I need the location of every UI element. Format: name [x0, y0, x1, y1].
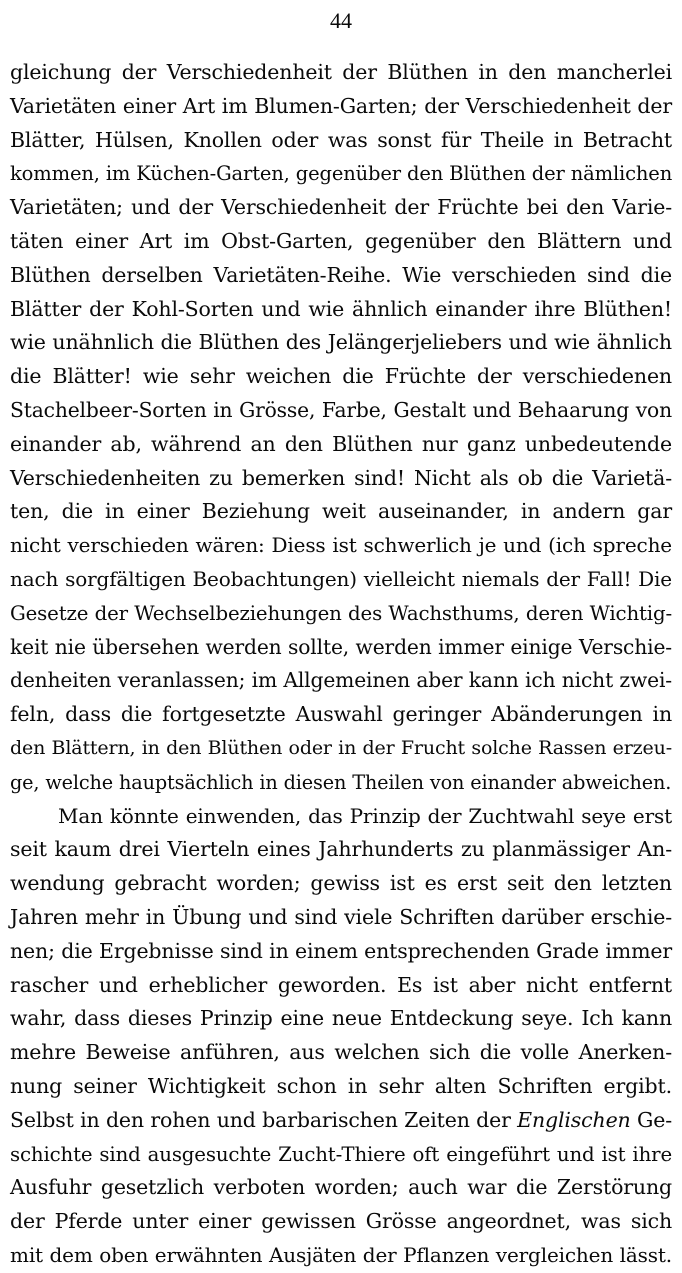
emphasis-word: Englischen — [517, 1107, 631, 1132]
text-line: kommen, im Küchen-Garten, gegenüber den Blüthen der nämlichen — [10, 162, 673, 186]
text-line: einander ab, während an den Blüthen nur ganz unbedeutende — [10, 431, 672, 456]
text-line: Varietäten einer Art im Blumen-Garten; der Verschiedenheit der — [10, 93, 672, 118]
text-line: nen; die Ergebnisse sind in einem entsprechenden Grade immer — [10, 938, 672, 963]
text-line: Gesetze der Wechselbeziehungen des Wachsthums, deren Wichtig- — [10, 601, 672, 625]
text-line: Jahren mehr in Übung und sind viele Schriften darüber erschie- — [10, 904, 672, 929]
text-line: mehre Beweise anführen, aus welchen sich die volle Anerken- — [10, 1040, 672, 1065]
text-line: gleichung der Verschiedenheit der Blüthen in den mancherlei — [10, 60, 672, 84]
text-line: Varietäten; und der Verschiedenheit der Früchte bei den Varie- — [10, 195, 672, 220]
page-number: 44 — [330, 8, 352, 33]
text-line: die Blätter! wie sehr weichen die Früchte der verschiedenen — [10, 364, 672, 389]
text-line: den Blättern, in den Blüthen oder in der Frucht solche Rassen erzeu- — [10, 736, 672, 759]
text-line: täten einer Art im Obst-Garten, gegenüber den Blättern und — [10, 228, 672, 253]
text-line-with-emphasis — [10, 1104, 672, 1138]
text-line: der Pferde unter einer gewissen Grösse angeordnet, was sich — [10, 1209, 672, 1234]
text-line: feln, dass die fortgesetzte Auswahl geringer Abänderungen in — [10, 702, 672, 727]
text-line: seit kaum drei Vierteln eines Jahrhunderts zu planmässiger An- — [10, 837, 672, 862]
text-line: Blätter, Hülsen, Knollen oder was sonst für Theile in Betracht — [10, 127, 672, 152]
text-line: nung seiner Wichtigkeit schon in sehr alten Schriften ergibt. — [10, 1073, 672, 1098]
text-line: schichte sind ausgesuchte Zucht-Thiere oft eingeführt und ist ihre — [10, 1142, 672, 1166]
paragraph-end-line: ge, welche hauptsächlich in diesen Theilen von einander abweichen. — [10, 770, 672, 794]
page-body — [10, 56, 672, 1273]
text-line: Blätter der Kohl-Sorten und wie ähnlich einander ihre Blüthen! — [10, 296, 672, 321]
text-line: mit dem oben erwähnten Ausjäten der Pflanzen vergleichen lässt. — [10, 1242, 672, 1267]
text-line: rascher und erheblicher geworden. Es ist aber nicht entfernt — [10, 972, 672, 997]
text-line: Stachelbeer-Sorten in Grösse, Farbe, Gestalt und Behaarung von — [10, 397, 672, 422]
text-line: wie unähnlich die Blüthen des Jelängerjeliebers und wie ähnlich — [10, 330, 672, 355]
text-line: nach sorgfältigen Beobachtungen) vielleicht niemals der Fall! Die — [10, 566, 672, 591]
text-segment: Ge- — [630, 1107, 672, 1132]
text-line: Blüthen derselben Varietäten-Reihe. Wie verschieden sind die — [10, 262, 672, 287]
text-line: denheiten veranlassen; im Allgemeinen aber kann ich nicht zwei- — [10, 668, 672, 693]
text-line: keit nie übersehen werden sollte, werden immer einige Verschie- — [10, 634, 672, 659]
text-line: ten, die in einer Beziehung weit auseinander, in andern gar — [10, 499, 672, 524]
text-segment: Selbst in den rohen und barbarischen Zeiten der — [10, 1107, 518, 1132]
text-line: nicht verschieden wären: Diess ist schwerlich je und (ich spreche — [10, 533, 672, 558]
text-line: wendung gebracht worden; gewiss ist es erst seit den letzten — [10, 871, 672, 896]
text-line: Verschiedenheiten zu bemerken sind! Nicht als ob die Varietä- — [10, 465, 672, 490]
text-line: wahr, dass dieses Prinzip eine neue Entdeckung seye. Ich kann — [10, 1006, 672, 1031]
paragraph-start-line: Man könnte einwenden, das Prinzip der Zuchtwahl seye erst — [58, 803, 672, 828]
text-line: Ausfuhr gesetzlich verboten worden; auch war die Zerstörung — [10, 1175, 672, 1200]
